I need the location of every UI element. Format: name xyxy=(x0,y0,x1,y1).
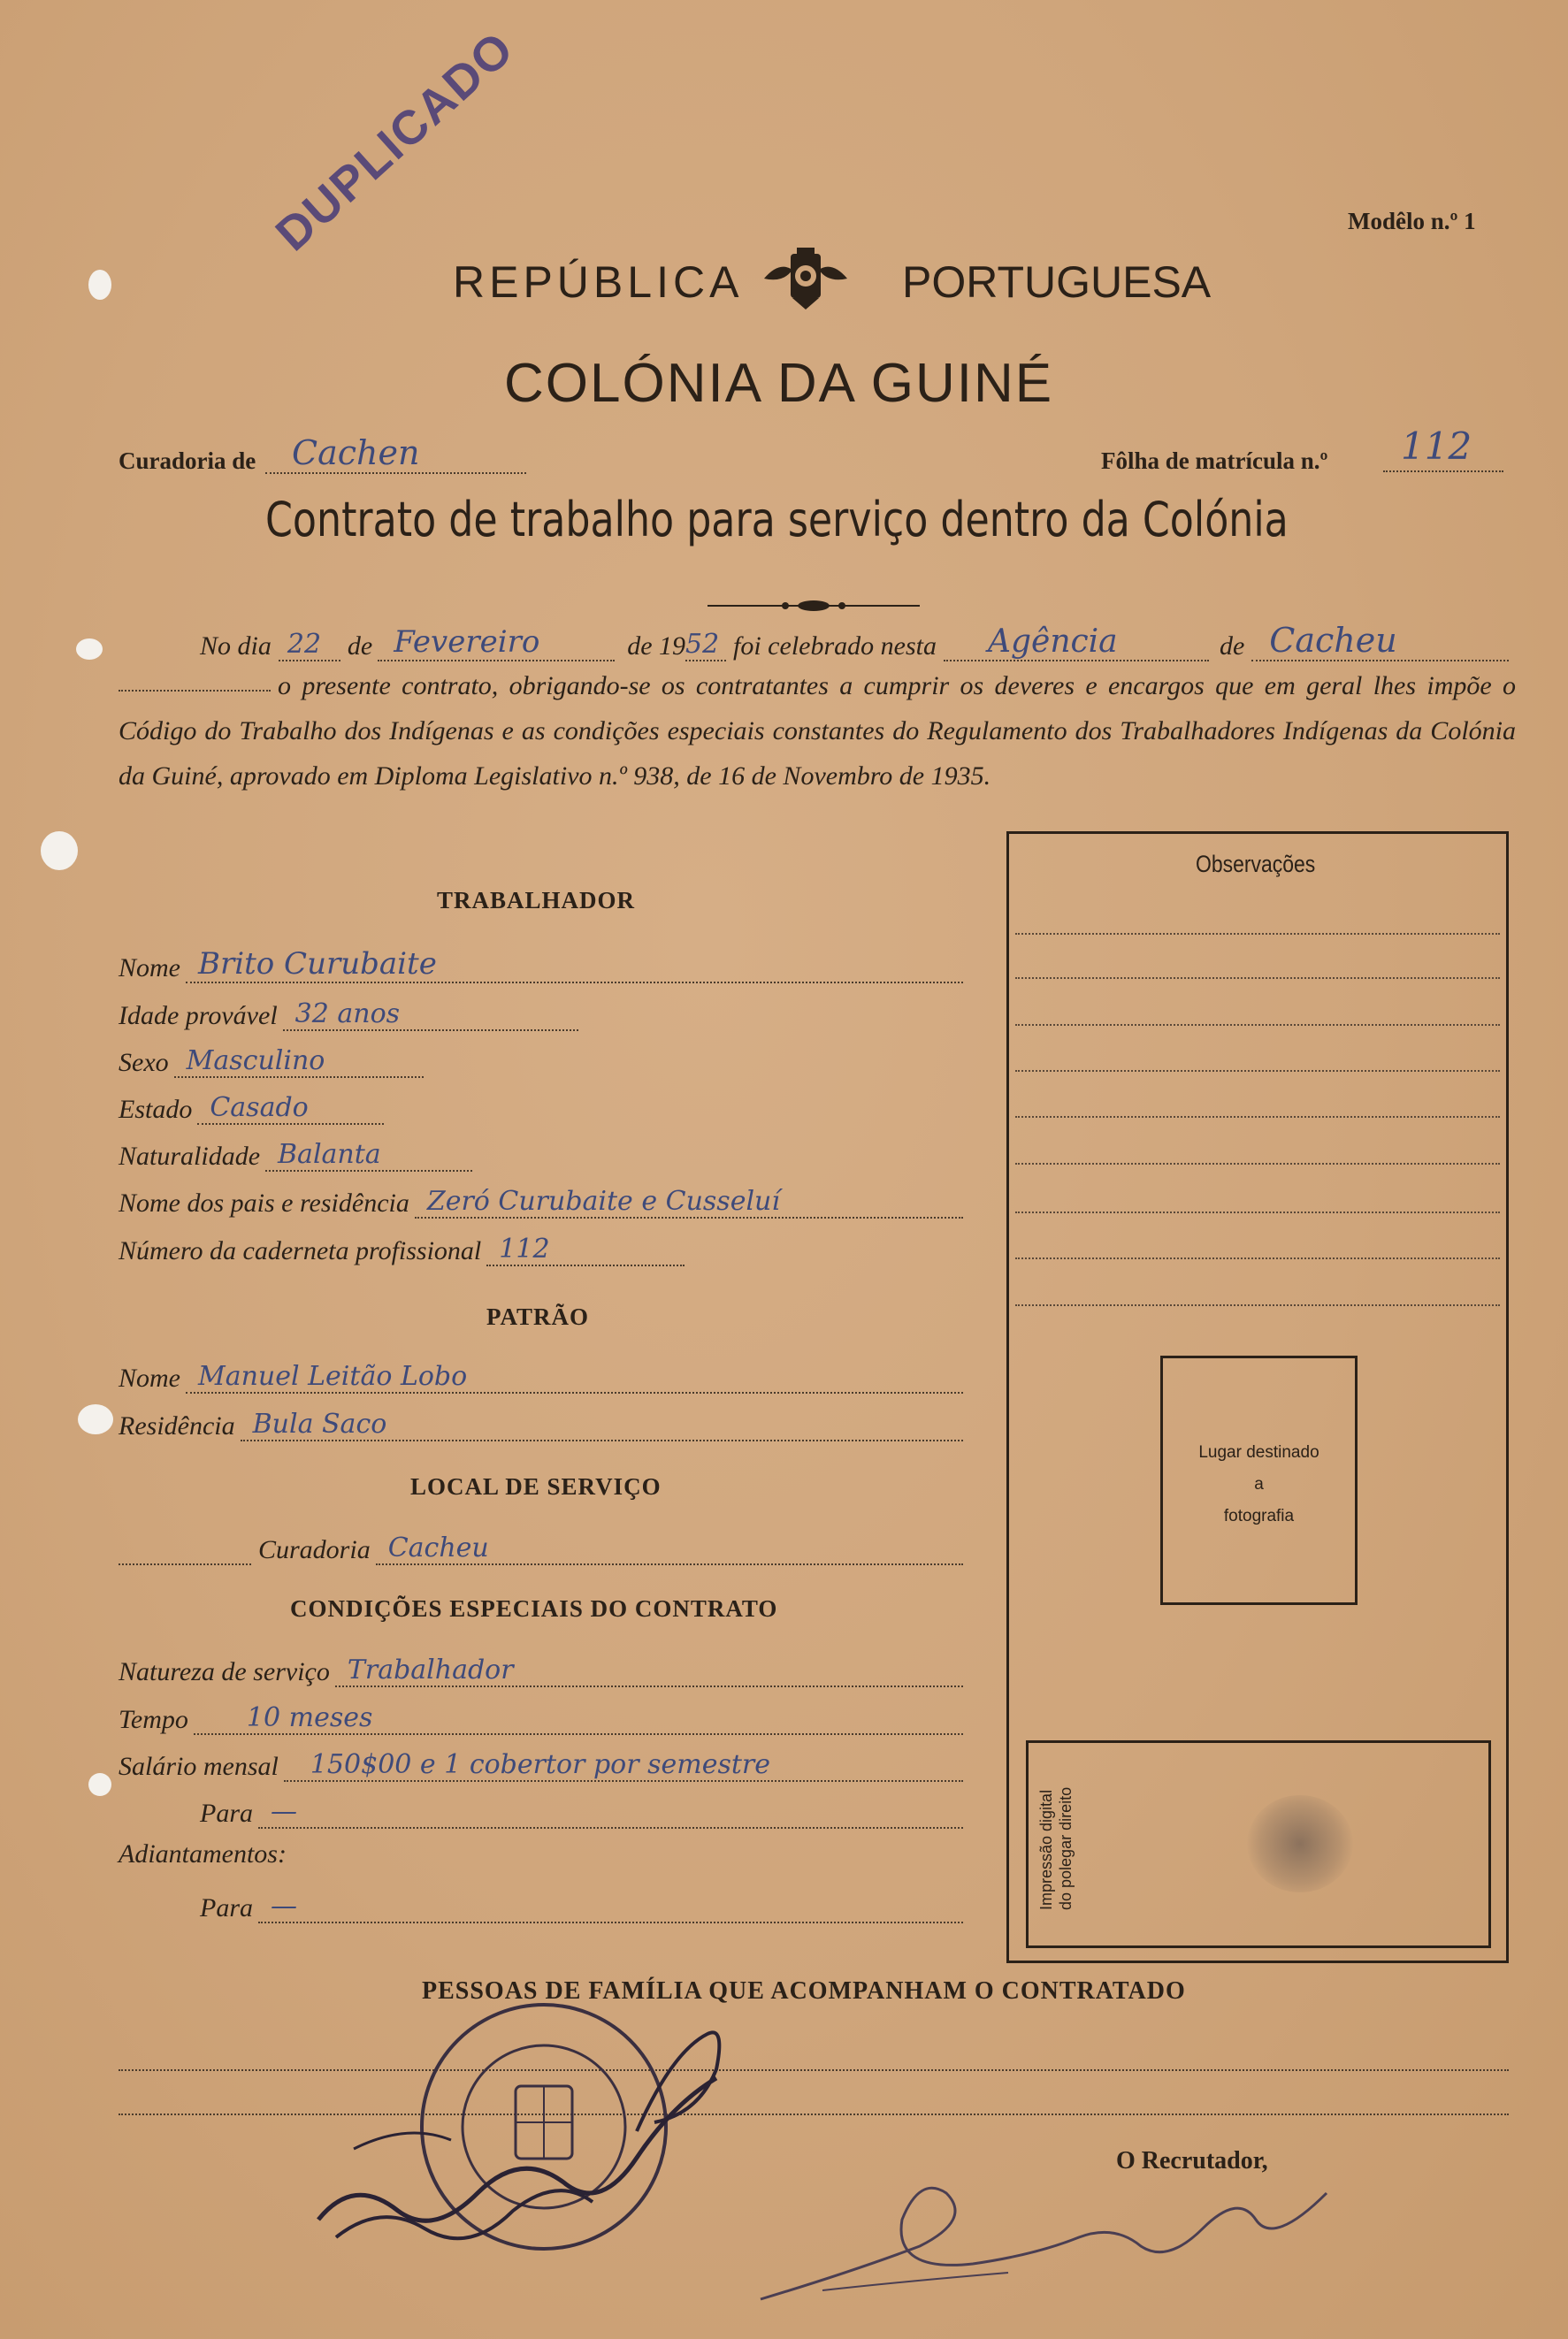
trabalhador-sexo-value: Masculino xyxy=(174,1041,424,1078)
observacoes-line xyxy=(1015,1070,1500,1072)
intro-de19: de 19 xyxy=(627,631,686,661)
model-number: Modêlo n.º 1 xyxy=(1348,208,1476,234)
condicoes-tempo-label: Tempo xyxy=(119,1705,188,1734)
trabalhador-estado-label: Estado xyxy=(119,1095,193,1124)
observacoes-line xyxy=(1015,977,1500,979)
condicoes-salario-value: 150$00 e 1 cobertor por semestre xyxy=(284,1745,963,1782)
observacoes-heading: Observações xyxy=(1196,851,1316,877)
condicoes-adiantamentos-label: Adiantamentos: xyxy=(119,1839,287,1869)
photo-line-2: a xyxy=(1254,1475,1264,1494)
intro-de1: de xyxy=(347,631,373,661)
intro-line xyxy=(200,619,1509,661)
condicoes-tempo-field xyxy=(119,1698,963,1735)
punch-hole xyxy=(76,638,103,660)
photo-line-1: Lugar destinado xyxy=(1198,1443,1319,1462)
observacoes-line xyxy=(1015,1024,1500,1026)
trabalhador-sexo-label: Sexo xyxy=(119,1048,169,1077)
observacoes-line xyxy=(1015,1304,1500,1306)
photo-placeholder-text xyxy=(1160,1437,1358,1533)
observacoes-line xyxy=(1015,1257,1500,1259)
header-portuguesa: PORTUGUESA xyxy=(902,257,1212,307)
trabalhador-nome-label: Nome xyxy=(119,953,180,982)
folha-label: Fôlha de matrícula n.º xyxy=(1101,447,1328,474)
intro-foi: foi celebrado nesta xyxy=(733,631,937,661)
observacoes-line xyxy=(1015,1116,1500,1118)
condicoes-tempo-value: 10 meses xyxy=(194,1698,963,1735)
coat-of-arms-icon xyxy=(757,243,854,314)
trabalhador-sexo-field xyxy=(119,1041,424,1078)
recrutador-label: O Recrutador, xyxy=(1116,2147,1268,2175)
local-servico-heading: LOCAL DE SERVIÇO xyxy=(410,1473,662,1500)
punch-hole xyxy=(78,1404,113,1434)
curadoria-label: Curadoria de xyxy=(119,447,256,474)
intro-local: Agência xyxy=(944,623,1209,661)
signature-stamp-area xyxy=(301,1999,761,2264)
trabalhador-idade-value: 32 anos xyxy=(283,994,578,1031)
trabalhador-estado-field xyxy=(119,1088,384,1125)
trabalhador-naturalidade-field xyxy=(119,1135,472,1172)
fingerprint-smudge xyxy=(1247,1795,1353,1892)
curadoria-value: Cachen xyxy=(265,433,526,474)
trabalhador-idade-field xyxy=(119,994,578,1031)
contract-title: Contrato de trabalho para serviço dentro da Colónia xyxy=(265,492,1289,547)
ornament-divider xyxy=(708,597,920,615)
punch-hole xyxy=(41,831,78,870)
patrao-heading: PATRÃO xyxy=(486,1303,589,1330)
patrao-residencia-value: Bula Saco xyxy=(241,1404,963,1441)
intro-de2: de xyxy=(1219,631,1245,661)
patrao-nome-value: Manuel Leitão Lobo xyxy=(186,1357,963,1394)
trabalhador-pais-label: Nome dos pais e residência xyxy=(119,1189,409,1218)
fingerprint-label xyxy=(1036,1787,1075,1910)
observacoes-line xyxy=(1015,933,1500,935)
observacoes-line xyxy=(1015,1212,1500,1213)
condicoes-natureza-field xyxy=(119,1650,963,1687)
observacoes-line xyxy=(1015,1163,1500,1165)
patrao-nome-field xyxy=(119,1357,963,1394)
intro-body: o presente contrato, obrigando-se os contratantes a cumprir os deveres e encargos que em geral lhes impõe o Código do Trabalho dos Indígenas e as condições especiais constantes do Regulamento dos Trabalhadores Indígenas da Colónia da Guiné, aprovado em Diploma Legislativo n.º 938, de 16 de Novembro de 1935. xyxy=(119,671,1516,791)
trabalhador-caderneta-field xyxy=(119,1229,685,1266)
trabalhador-estado-value: Casado xyxy=(197,1088,384,1125)
patrao-residencia-field xyxy=(119,1404,963,1441)
condicoes-natureza-value: Trabalhador xyxy=(335,1650,963,1687)
trabalhador-naturalidade-label: Naturalidade xyxy=(119,1142,261,1171)
condicoes-para2-label: Para xyxy=(200,1893,253,1922)
trabalhador-heading: TRABALHADOR xyxy=(437,887,636,913)
local-servico-curadoria-field xyxy=(258,1528,963,1565)
intro-dia: 22 xyxy=(279,629,340,661)
intro-local2: Cacheu xyxy=(1251,621,1509,661)
duplicado-stamp: DUPLICADO xyxy=(265,20,524,262)
trabalhador-pais-field xyxy=(119,1181,963,1219)
condicoes-para1-label: Para xyxy=(200,1799,253,1828)
intro-ano: 52 xyxy=(685,629,726,661)
condicoes-salario-label: Salário mensal xyxy=(119,1752,279,1781)
condicoes-heading: CONDIÇÕES ESPECIAIS DO CONTRATO xyxy=(290,1595,778,1622)
recrutador-signature xyxy=(743,2140,1344,2317)
trabalhador-naturalidade-value: Balanta xyxy=(265,1135,472,1172)
condicoes-natureza-label: Natureza de serviço xyxy=(119,1657,330,1686)
patrao-residencia-label: Residência xyxy=(119,1411,235,1441)
patrao-nome-label: Nome xyxy=(119,1364,180,1393)
condicoes-salario-field xyxy=(119,1745,963,1782)
trabalhador-caderneta-label: Número da caderneta profissional xyxy=(119,1236,482,1265)
photo-line-3: fotografia xyxy=(1223,1507,1295,1525)
punch-hole xyxy=(88,270,111,300)
trabalhador-pais-value: Zeró Curubaite e Cusseluí xyxy=(415,1181,963,1219)
condicoes-para1-value: — xyxy=(258,1792,963,1829)
familia-heading: PESSOAS DE FAMÍLIA QUE ACOMPANHAM O CONTRATADO xyxy=(422,1977,1186,2005)
local-servico-curadoria-label: Curadoria xyxy=(258,1535,371,1564)
condicoes-para1-field xyxy=(200,1792,963,1829)
trabalhador-idade-label: Idade provável xyxy=(119,1001,278,1030)
fingerprint-line-2: do polegar direito xyxy=(1057,1786,1075,1910)
trabalhador-nome-value: Brito Curubaite xyxy=(186,946,963,983)
fingerprint-line-1: Impressão digital xyxy=(1037,1789,1055,1910)
header-republica: REPÚBLICA xyxy=(453,257,744,307)
local-servico-leading-dots xyxy=(119,1563,251,1565)
condicoes-para2-field xyxy=(200,1886,963,1923)
folha-value: 112 xyxy=(1383,424,1503,472)
colony-title: COLÓNIA DA GUINÉ xyxy=(504,353,1054,414)
intro-no-dia: No dia xyxy=(200,631,272,661)
intro-mes: Fevereiro xyxy=(378,624,615,661)
condicoes-para2-value: — xyxy=(258,1886,963,1923)
trabalhador-nome-field xyxy=(119,946,963,983)
condicoes-adiantamentos-field xyxy=(119,1839,561,1869)
trabalhador-caderneta-value: 112 xyxy=(486,1229,685,1266)
local-servico-curadoria-value: Cacheu xyxy=(376,1528,963,1565)
punch-hole xyxy=(88,1773,111,1796)
